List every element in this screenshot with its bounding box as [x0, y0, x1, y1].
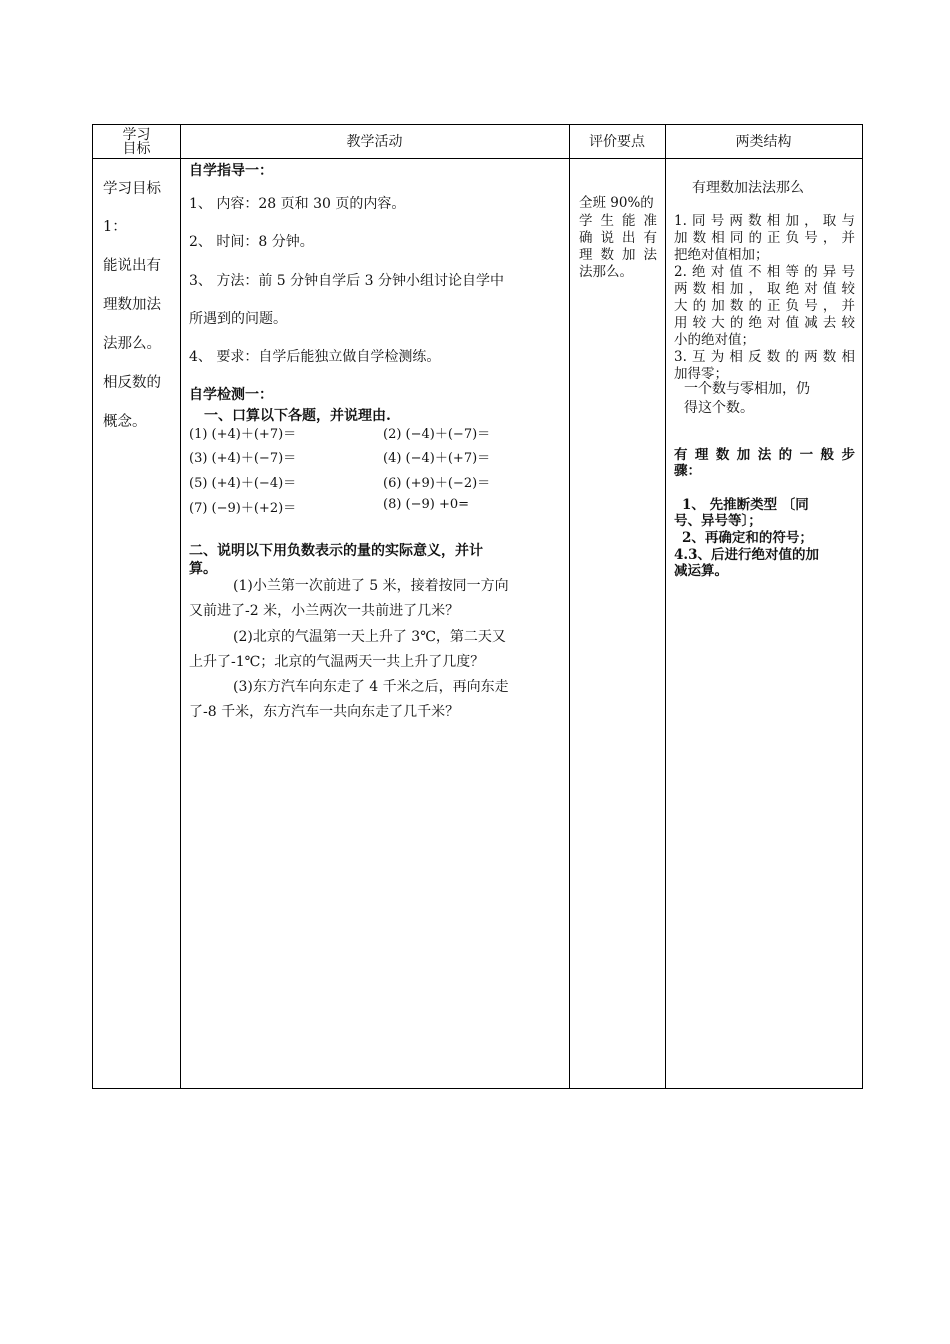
lesson-plan-table — [92, 124, 863, 1089]
rule-line: 1.同号两数相加，取与 — [674, 213, 855, 229]
guide-item: 4、 要求：自学后能独立做自学检测练。 — [189, 349, 441, 365]
equation: (1) (+4)＋(+7)＝ — [189, 427, 297, 442]
step-line: 1、 先推断类型 〔同 — [682, 497, 809, 513]
equation: (7) (−9)＋(+2)＝ — [189, 501, 297, 516]
part2-title: 二、说明以下用负数表示的量的实际意义，并计 — [189, 543, 483, 559]
header-learning-goal-line2: 目标 — [122, 140, 151, 157]
goal-line: 理数加法 — [103, 297, 161, 313]
question-line: (1)小兰第一次前进了 5 米，接着按同一方向 — [233, 578, 509, 594]
guide-item: 所遇到的问题。 — [189, 311, 287, 327]
steps-title-continued: 骤： — [674, 463, 701, 479]
rule-line: 加数相同的正负号，并 — [674, 230, 855, 246]
rule-line: 用较大的绝对值减去较 — [674, 315, 855, 331]
equation: (8) (−9) +0= — [383, 497, 470, 512]
steps-title: 有理数加法的一般步 — [674, 447, 855, 463]
evaluation-points-cell — [569, 159, 665, 1089]
rule-line: 3.互为相反数的两数相 — [674, 349, 855, 365]
part2-title-continued: 算。 — [189, 561, 217, 577]
two-structures-cell — [665, 159, 862, 1089]
header-two-structures: 两类结构 — [735, 133, 792, 150]
part1-title: 一、口算以下各题，并说理由. — [204, 408, 391, 424]
equation: (4) (−4)＋(+7)＝ — [383, 451, 491, 466]
guide-item: 2、 时间：8 分钟。 — [189, 234, 314, 250]
question-line: 上升了-1℃；北京的气温两天一共上升了几度？ — [189, 654, 485, 670]
evaluation-line: 法那么。 — [579, 264, 633, 280]
self-check-title: 自学检测一： — [189, 387, 273, 403]
goal-line: 法那么。 — [103, 336, 161, 352]
step-line: 2、再确定和的符号； — [682, 530, 813, 546]
equation: (6) (+9)＋(−2)＝ — [383, 476, 491, 491]
rule-line: 得这个数。 — [684, 400, 754, 416]
header-evaluation-points: 评价要点 — [589, 133, 645, 150]
guide-item: 1、 内容：28 页和 30 页的内容。 — [189, 196, 406, 212]
goal-line: 学习目标 — [103, 181, 161, 197]
header-learning-goal — [93, 125, 180, 158]
self-study-guide-title: 自学指导一： — [189, 163, 273, 179]
addition-rule-title: 有理数加法法那么 — [692, 180, 804, 196]
step-line: 4.3、后进行绝对值的加 — [674, 547, 819, 563]
rule-line: 小的绝对值； — [674, 332, 755, 348]
question-line: 又前进了-2 米，小兰两次一共前进了几米？ — [189, 603, 460, 619]
step-line: 号、异号等〕； — [674, 513, 762, 529]
rule-line: 一个数与零相加，仍 — [684, 381, 810, 397]
evaluation-line: 全班 90%的 — [579, 195, 654, 211]
teaching-activity-cell — [180, 159, 569, 1089]
rule-line: 加得零； — [674, 366, 728, 382]
equation: (5) (+4)＋(−4)＝ — [189, 476, 297, 491]
header-learning-goal-line1: 学习 — [122, 126, 151, 143]
learning-goal-cell — [93, 159, 180, 1089]
equation: (2) (−4)＋(−7)＝ — [383, 427, 491, 442]
rule-line: 两数相加，取绝对值较 — [674, 281, 855, 297]
evaluation-line: 学生能准 — [579, 213, 657, 229]
evaluation-line: 理数加法 — [579, 247, 657, 263]
rule-line: 2.绝对值不相等的异号 — [674, 264, 855, 280]
goal-line: 概念。 — [103, 414, 147, 430]
equation: (3) (+4)＋(−7)＝ — [189, 451, 297, 466]
step-line: 减运算。 — [674, 563, 728, 579]
evaluation-line: 确说出有 — [579, 230, 657, 246]
goal-line: 相反数的 — [103, 375, 161, 391]
question-line: (2)北京的气温第一天上升了 3℃，第二天又 — [233, 629, 506, 645]
goal-line: 1： — [103, 219, 127, 235]
question-line: (3)东方汽车向东走了 4 千米之后，再向东走 — [233, 679, 509, 695]
question-line: 了-8 千米，东方汽车一共向东走了几千米？ — [189, 704, 460, 720]
guide-item: 3、 方法：前 5 分钟自学后 3 分钟小组讨论自学中 — [189, 273, 504, 289]
header-teaching-activity: 教学活动 — [346, 133, 403, 150]
rule-line: 大的加数的正负号，并 — [674, 298, 855, 314]
rule-line: 把绝对值相加； — [674, 247, 769, 263]
goal-line: 能说出有 — [103, 258, 161, 274]
